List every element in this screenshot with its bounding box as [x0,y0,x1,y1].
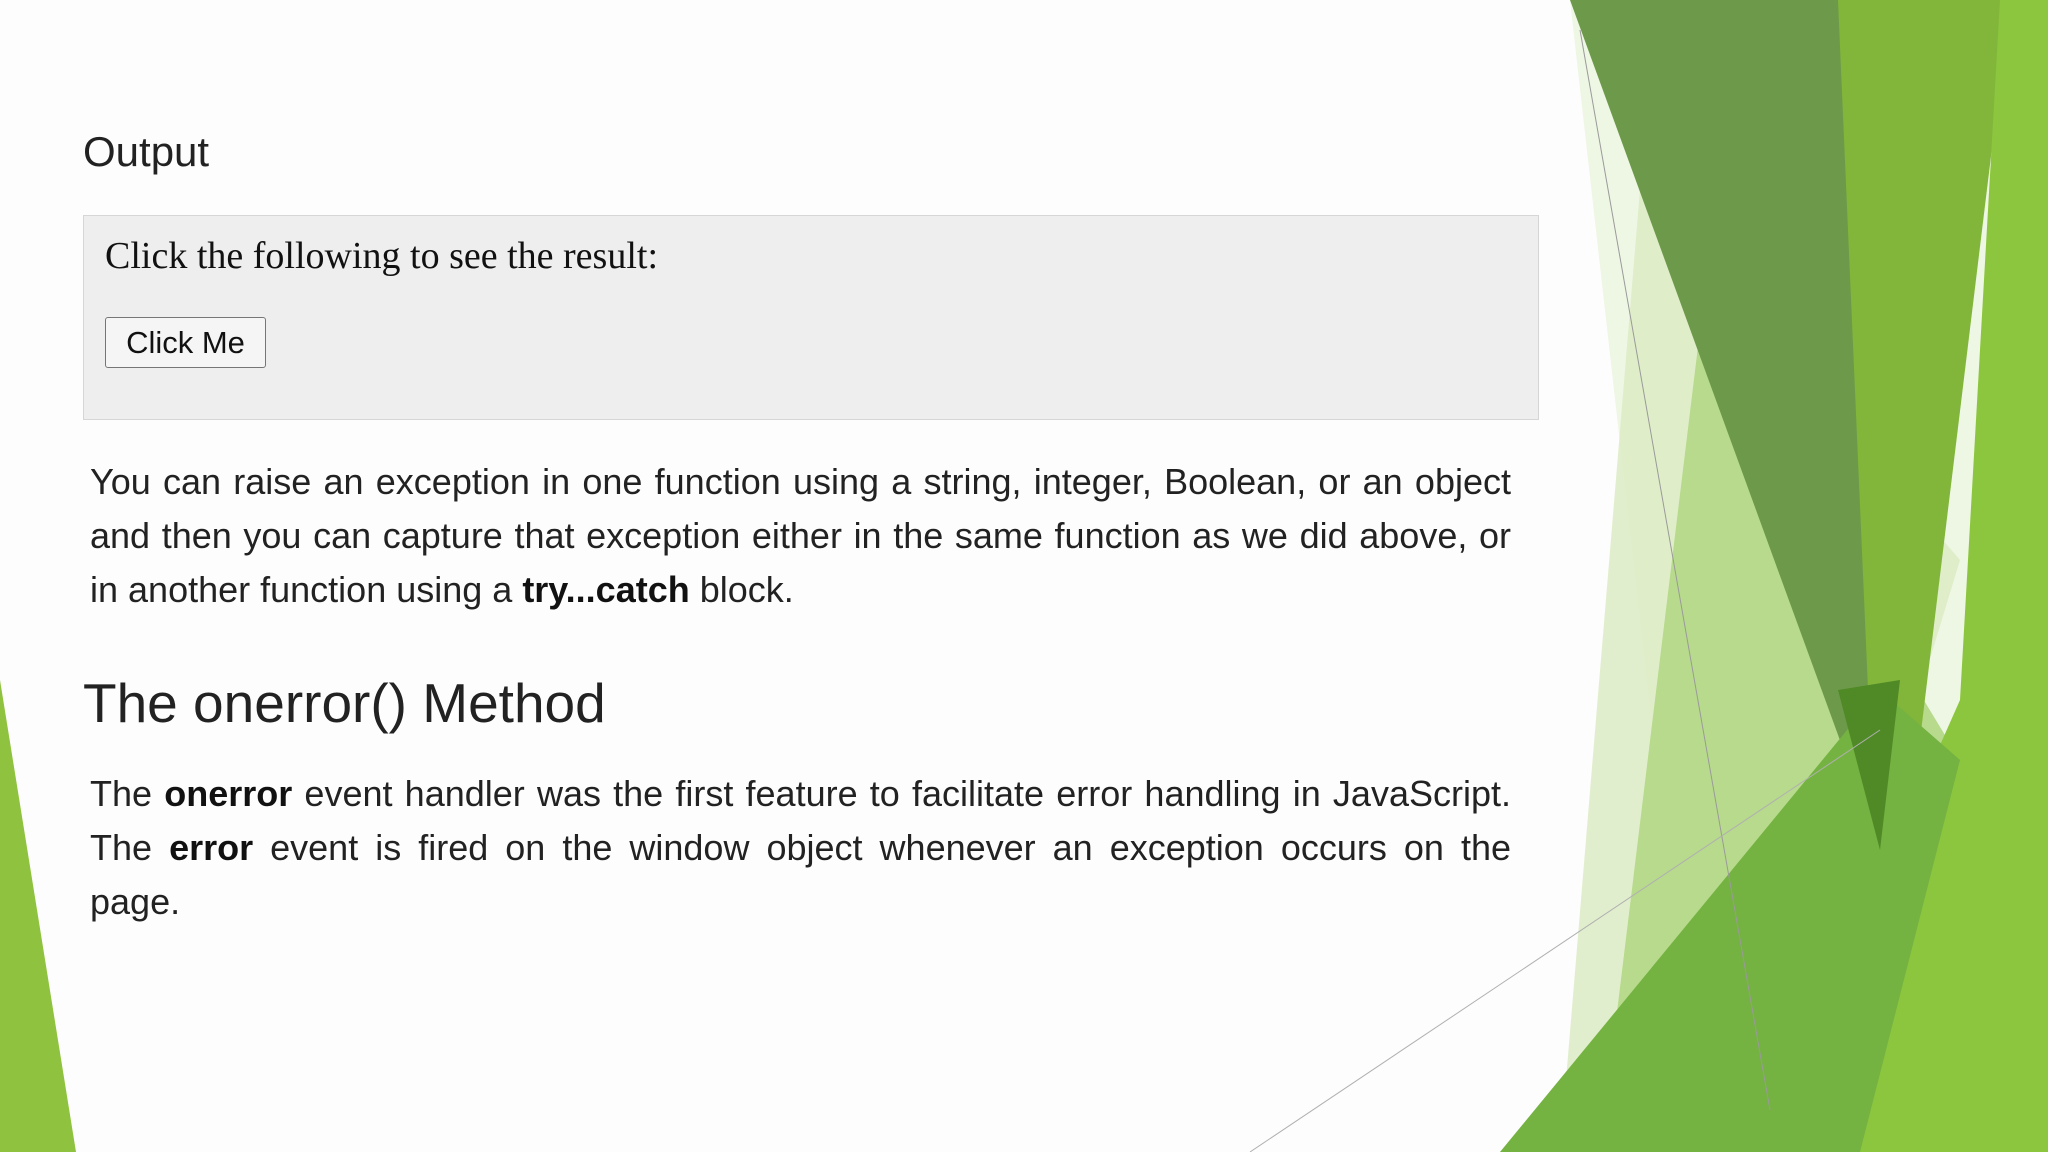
try-catch-bold: try...catch [522,569,690,610]
onerror-paragraph [90,767,1511,929]
onerror-paragraph-text-2: event handler was the first feature to facilitate error handling in JavaScript. The [90,773,1511,868]
onerror-paragraph-text-3: event is fired on the window object whenever an exception occurs on the page. [90,827,1511,922]
exception-paragraph-text-1: You can raise an exception in one function using a string, integer, Boolean, or an object and then you can capture that exception either in the same function as we did above, or in another function using a [90,461,1511,610]
exception-paragraph-text-2: block. [689,569,794,610]
output-box [83,215,1539,420]
output-box-text: Click the following to see the result: [105,235,659,277]
onerror-bold: onerror [164,773,293,814]
output-heading: Output [83,128,210,175]
exception-paragraph [90,455,1511,617]
click-me-button[interactable]: Click Me [105,317,266,368]
error-bold: error [169,827,254,868]
onerror-paragraph-text-1: The [90,773,165,814]
section-heading: The onerror() Method [83,672,606,734]
